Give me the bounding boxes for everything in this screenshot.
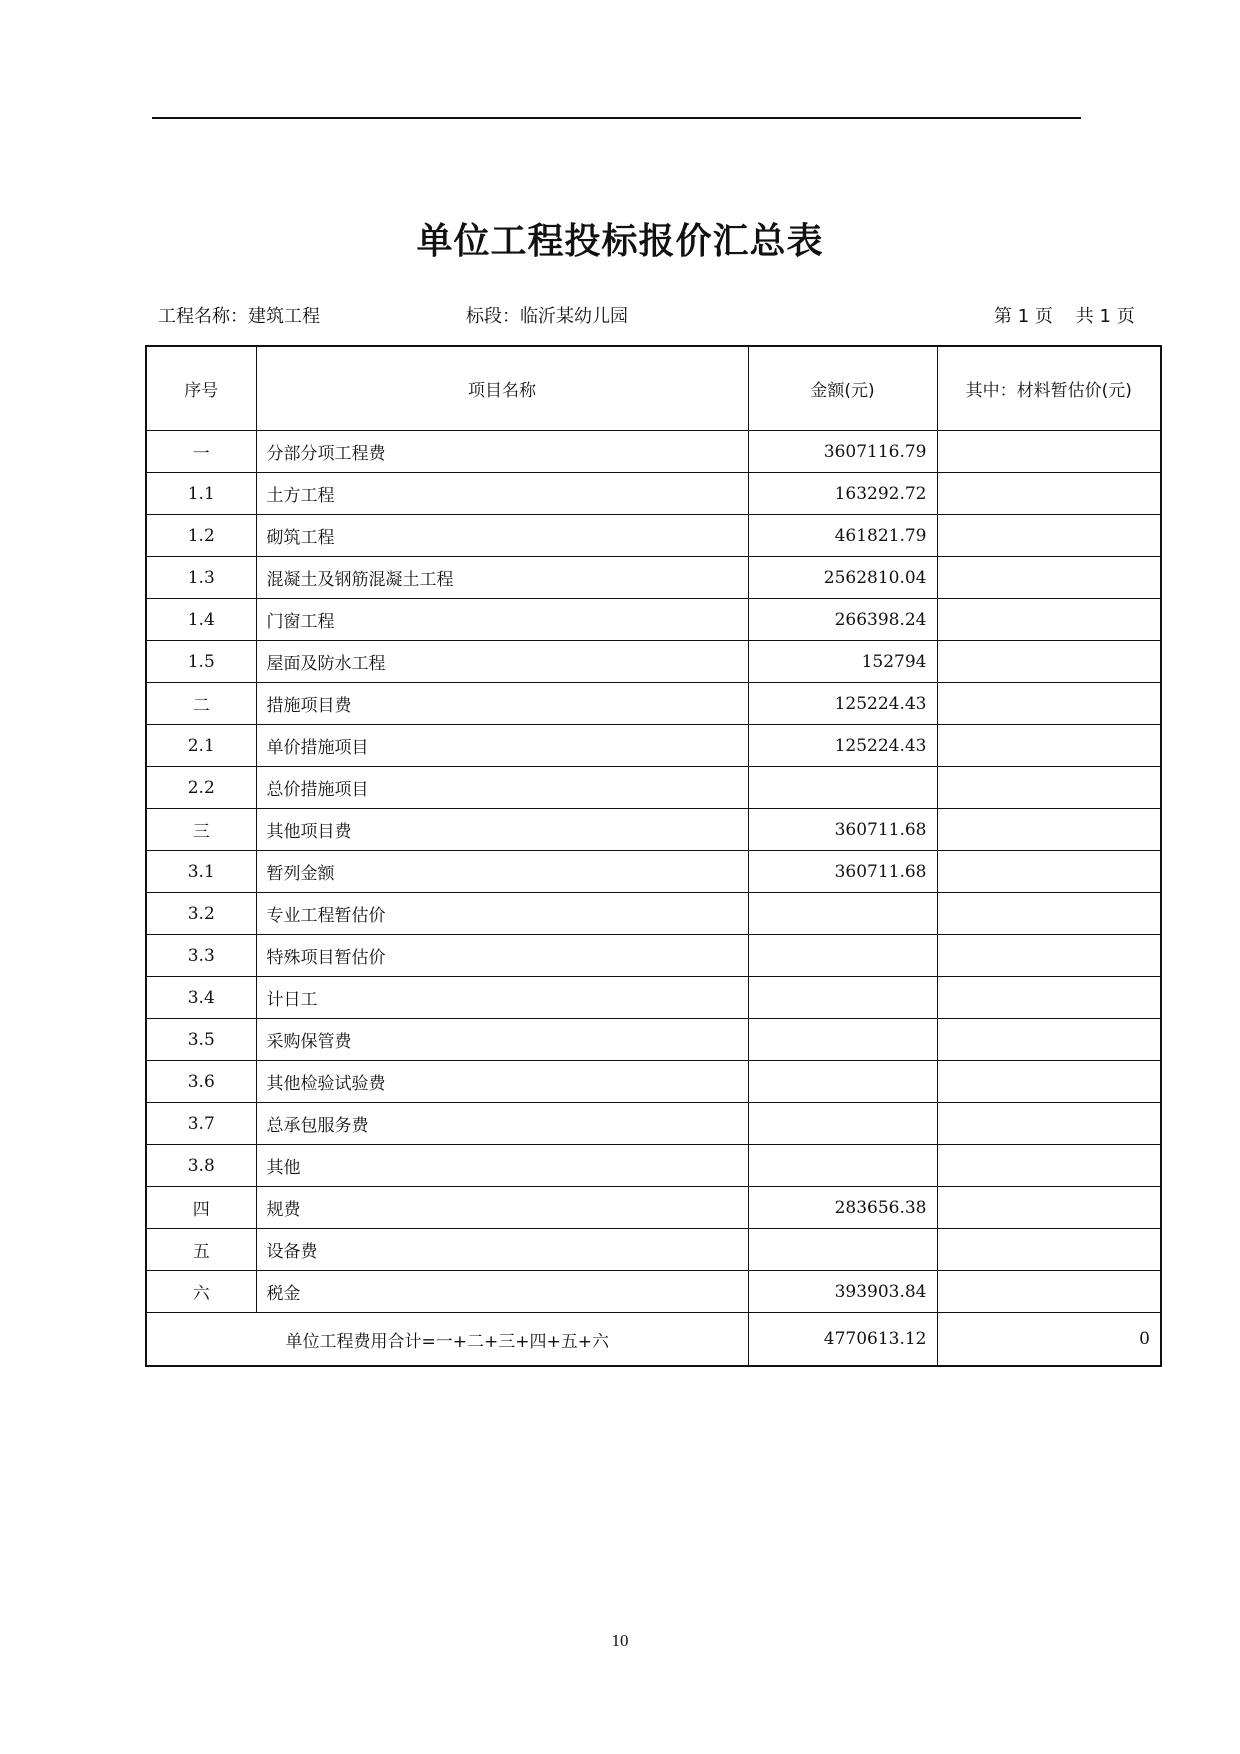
- total-label: 单位工程费用合计=一+二+三+四+五+六: [146, 1313, 748, 1367]
- row-material: [937, 851, 1161, 893]
- row-material: [937, 1019, 1161, 1061]
- total-material: 0: [937, 1313, 1161, 1367]
- row-material: [937, 1187, 1161, 1229]
- table-row: [146, 515, 1161, 557]
- row-name: 屋面及防水工程: [256, 641, 748, 683]
- row-number: 1.4: [146, 599, 256, 641]
- summary-table: [145, 345, 1162, 1367]
- page-total: 共 1 页: [1075, 306, 1135, 327]
- row-name: 设备费: [256, 1229, 748, 1271]
- row-amount: 360711.68: [748, 851, 937, 893]
- header-no: 序号: [146, 346, 256, 431]
- row-amount: 283656.38: [748, 1187, 937, 1229]
- project-name: 工程名称：建筑工程: [158, 306, 320, 327]
- row-amount: [748, 1019, 937, 1061]
- row-amount: 393903.84: [748, 1271, 937, 1313]
- row-amount: 152794: [748, 641, 937, 683]
- row-amount: [748, 767, 937, 809]
- header-amount: 金额(元): [748, 346, 937, 431]
- row-number: 1.3: [146, 557, 256, 599]
- row-material: [937, 1271, 1161, 1313]
- row-number: 1.5: [146, 641, 256, 683]
- row-material: [937, 683, 1161, 725]
- row-name: 砌筑工程: [256, 515, 748, 557]
- row-material: [937, 767, 1161, 809]
- row-name: 采购保管费: [256, 1019, 748, 1061]
- table-row: [146, 1187, 1161, 1229]
- row-name: 其他项目费: [256, 809, 748, 851]
- table-row: [146, 1229, 1161, 1271]
- row-number: 六: [146, 1271, 256, 1313]
- row-amount: [748, 977, 937, 1019]
- row-material: [937, 977, 1161, 1019]
- row-name: 总价措施项目: [256, 767, 748, 809]
- table-row: [146, 683, 1161, 725]
- row-number: 五: [146, 1229, 256, 1271]
- row-material: [937, 515, 1161, 557]
- row-amount: [748, 935, 937, 977]
- row-number: 3.2: [146, 893, 256, 935]
- row-amount: 163292.72: [748, 473, 937, 515]
- table-row: [146, 1019, 1161, 1061]
- table-row: [146, 473, 1161, 515]
- row-name: 门窗工程: [256, 599, 748, 641]
- table-row: [146, 809, 1161, 851]
- header-material: 其中：材料暂估价(元): [937, 346, 1161, 431]
- row-material: [937, 935, 1161, 977]
- row-amount: 360711.68: [748, 809, 937, 851]
- row-name: 分部分项工程费: [256, 431, 748, 473]
- row-material: [937, 1229, 1161, 1271]
- row-amount: 125224.43: [748, 725, 937, 767]
- table-row: [146, 851, 1161, 893]
- row-number: 3.4: [146, 977, 256, 1019]
- row-name: 措施项目费: [256, 683, 748, 725]
- row-material: [937, 1061, 1161, 1103]
- table-row: [146, 1145, 1161, 1187]
- row-amount: [748, 1145, 937, 1187]
- page-number: 10: [611, 1631, 629, 1650]
- row-number: 2.2: [146, 767, 256, 809]
- row-name: 土方工程: [256, 473, 748, 515]
- row-name: 暂列金额: [256, 851, 748, 893]
- row-name: 税金: [256, 1271, 748, 1313]
- row-name: 其他: [256, 1145, 748, 1187]
- table-row: [146, 1103, 1161, 1145]
- row-number: 3.7: [146, 1103, 256, 1145]
- table-row: [146, 893, 1161, 935]
- table-row: [146, 1271, 1161, 1313]
- table-row: [146, 935, 1161, 977]
- row-amount: [748, 1229, 937, 1271]
- row-amount: 125224.43: [748, 683, 937, 725]
- row-number: 1.1: [146, 473, 256, 515]
- table-row: [146, 641, 1161, 683]
- row-number: 三: [146, 809, 256, 851]
- row-amount: [748, 893, 937, 935]
- row-material: [937, 1145, 1161, 1187]
- document-title: 单位工程投标报价汇总表: [416, 221, 824, 262]
- table-row: [146, 767, 1161, 809]
- table-row: [146, 557, 1161, 599]
- section-label: 标段：临沂某幼儿园: [466, 306, 628, 327]
- header-rule: [152, 117, 1081, 119]
- row-material: [937, 1103, 1161, 1145]
- table-header-row: [146, 346, 1161, 431]
- row-material: [937, 599, 1161, 641]
- table-row: [146, 431, 1161, 473]
- table-row: [146, 725, 1161, 767]
- row-amount: 266398.24: [748, 599, 937, 641]
- table-body: [146, 431, 1161, 1313]
- row-number: 3.8: [146, 1145, 256, 1187]
- row-number: 二: [146, 683, 256, 725]
- row-amount: [748, 1103, 937, 1145]
- table-row: [146, 599, 1161, 641]
- row-amount: 2562810.04: [748, 557, 937, 599]
- total-row: [146, 1313, 1161, 1367]
- header-name: 项目名称: [256, 346, 748, 431]
- row-amount: 3607116.79: [748, 431, 937, 473]
- row-name: 其他检验试验费: [256, 1061, 748, 1103]
- row-name: 规费: [256, 1187, 748, 1229]
- row-material: [937, 641, 1161, 683]
- row-number: 3.3: [146, 935, 256, 977]
- row-number: 3.1: [146, 851, 256, 893]
- row-name: 混凝土及钢筋混凝土工程: [256, 557, 748, 599]
- row-name: 计日工: [256, 977, 748, 1019]
- row-number: 3.6: [146, 1061, 256, 1103]
- table-row: [146, 977, 1161, 1019]
- page-current: 第 1 页: [994, 306, 1053, 327]
- row-material: [937, 893, 1161, 935]
- row-material: [937, 725, 1161, 767]
- row-name: 特殊项目暂估价: [256, 935, 748, 977]
- row-name: 单价措施项目: [256, 725, 748, 767]
- row-number: 2.1: [146, 725, 256, 767]
- page-indicator: [994, 302, 1135, 328]
- row-number: 3.5: [146, 1019, 256, 1061]
- row-number: 四: [146, 1187, 256, 1229]
- table-row: [146, 1061, 1161, 1103]
- row-number: 一: [146, 431, 256, 473]
- row-amount: [748, 1061, 937, 1103]
- row-amount: 461821.79: [748, 515, 937, 557]
- row-material: [937, 809, 1161, 851]
- row-material: [937, 473, 1161, 515]
- row-number: 1.2: [146, 515, 256, 557]
- row-material: [937, 431, 1161, 473]
- row-material: [937, 557, 1161, 599]
- total-amount: 4770613.12: [748, 1313, 937, 1367]
- row-name: 专业工程暂估价: [256, 893, 748, 935]
- row-name: 总承包服务费: [256, 1103, 748, 1145]
